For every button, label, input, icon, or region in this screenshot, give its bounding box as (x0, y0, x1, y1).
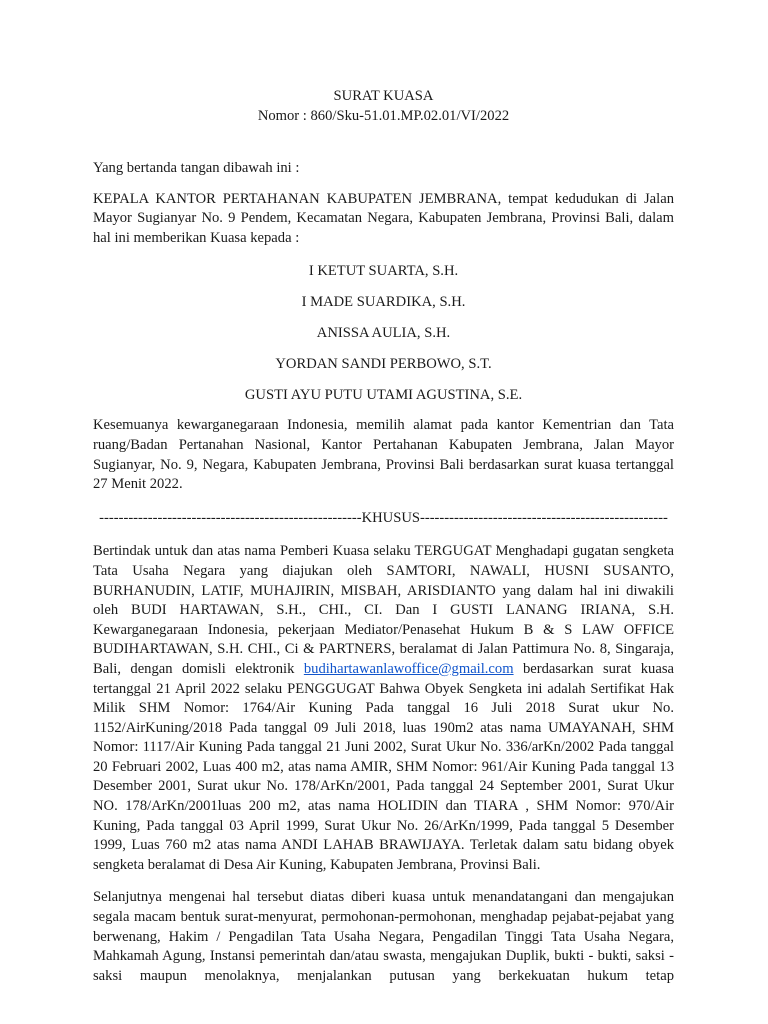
attorney-name: I KETUT SUARTA, S.H. (308, 263, 459, 280)
document-page (93, 86, 674, 986)
attorney-name: YORDAN SANDI PERBOWO, S.T. (275, 356, 492, 373)
email-link[interactable]: budihartawanlawoffice@gmail.com (303, 660, 514, 677)
attorney-list (93, 261, 674, 405)
document-number: Nomor : 860/Sku-51.01.MP.02.01/VI/2022 (257, 108, 510, 124)
final-paragraph: Selanjutnya mengenai hal tersebut diatas diberi kuasa untuk menandatangani dan mengajukan segala macam bentuk surat-menyurat, permohonan-permohonan, menghadap pejabat-pejabat yang berwenang, Hakim / Pengadilan Tata Usaha Negara, Pengadilan Tinggi Tata Usaha Negara, Mahkamah Agung, Instansi pemerintah dan/atau swasta, mengajukan Duplik, bukti - bukti, saksi - saksi maupun menolaknya, menjalankan putusan yang berkekuatan hukum tetap (93, 889, 674, 984)
body-paragraph (93, 542, 674, 875)
address-paragraph: Kesemuanya kewarganegaraan Indonesia, memilih alamat pada kantor Kementrian dan Tata ruang/Badan Pertanahan Nasional, Kantor Pertahanan Kabupaten Jembrana, Jalan Mayor Sugianyar, No. 9, Negara, Kabupaten Jembrana, Provinsi Bali berdasarkan surat kuasa tertanggal 27 Menit 2022. (93, 417, 674, 493)
section-divider: ------------------------------------------------------KHUSUS--------------------------------------------------- (99, 509, 668, 526)
attorney-name: GUSTI AYU PUTU UTAMI AGUSTINA, S.E. (244, 387, 523, 404)
document-title: SURAT KUASA (333, 88, 434, 104)
attorney-name: I MADE SUARDIKA, S.H. (301, 294, 466, 311)
grantor-paragraph: KEPALA KANTOR PERTAHANAN KABUPATEN JEMBRANA, tempat kedudukan di Jalan Mayor Sugianyar No. 9 Pendem, Kecamatan Negara, Kabupaten Jembrana, Provinsi Bali, dalam hal ini memberikan Kuasa kepada : (93, 190, 674, 246)
body-text-before-email: Bertindak untuk dan atas nama Pemberi Kuasa selaku TERGUGAT Menghadapi gugatan sengketa Tata Usaha Negara yang diajukan oleh SAMTORI, NAWALI, HUSNI SUSANTO, BURHANUDIN, LATIF, MUHAJIRIN, MISBAH, ARISDIANTO yang dalam hal ini diwakili oleh BUDI HARTAWAN, S.H., CHI., CI. Dan I GUSTI LANANG IRIANA, S.H. Kewarganegaraan Indonesia, pekerjaan Mediator/Penasehat Hukum B & S LAW OFFICE BUDIHARTAWAN, S.H. CHI., Ci & PARTNERS, beralamat di Jalan Pattimura No. 8, Singaraja, Bali, dengan domisli elektronik (93, 543, 674, 677)
body-text-after-email: berdasarkan surat kuasa tertanggal 21 April 2022 selaku PENGGUGAT Bahwa Obyek Sengketa ini adalah Sertifikat Hak Milik SHM Nomor: 1764/Air Kuning Pada tanggal 16 Juli 2018 Surat ukur No. 1152/AirKuning/2018 Pada tanggal 09 Juli 2018, luas 190m2 atas nama UMAYANAH, SHM Nomor: 1117/Air Kuning Pada tanggal 21 Juni 2002, Surat Ukur No. 336/arKn/2002 Pada tanggal 20 Februari 2002, Luas 400 m2, atas nama AMIR, SHM Nomor: 961/Air Kuning Pada tanggal 13 Desember 2001, Surat ukur No. 178/ArKn/2001, Pada tanggal 24 September 2001, Surat Ukur NO. 178/ArKn/2001luas 200 m2, atas nama HOLIDIN dan TIARA , SHM Nomor: 970/Air Kuning, Pada tanggal 03 April 1999, Surat Ukur No. 26/ArKn/1999, Pada tanggal 5 Desember 1999, Luas 760 m2 atas nama ANDI LAHAB BRAWIJAYA. Terletak dalam satu bidang obyek sengketa beralamat di Desa Air Kuning, Kabupaten Jembrana, Provinsi Bali. (93, 660, 674, 873)
attorney-name: ANISSA AULIA, S.H. (316, 325, 451, 342)
opening-line: Yang bertanda tangan dibawah ini : (93, 160, 300, 176)
